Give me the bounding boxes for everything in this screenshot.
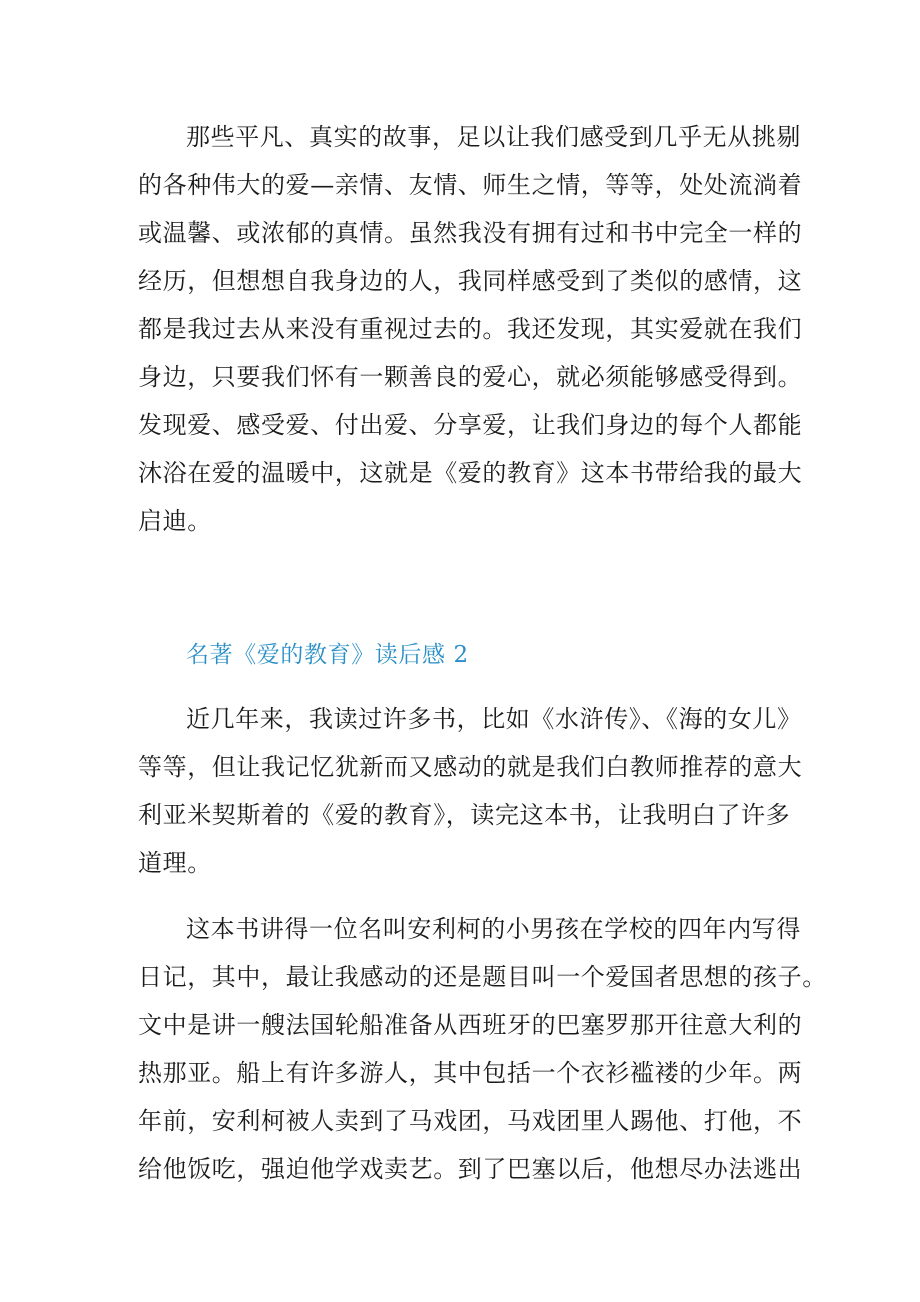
paragraph-line: 等等，但让我记忆犹新而又感动的就是我们白教师推荐的意大: [138, 753, 803, 781]
paragraph-line: 年前，安利柯被人卖到了马戏团，马戏团里人踢他、打他，不: [138, 1107, 803, 1135]
paragraph-line: 利亚米契斯着的《爱的教育》，读完这本书，让我明白了许多: [138, 801, 791, 829]
paragraph-line: 发现爱、感受爱、付出爱、分享爱，让我们身边的每个人都能: [138, 411, 803, 439]
section-title: 名著《爱的教育》读后感 2: [186, 642, 469, 668]
paragraph-line: 或温馨、或浓郁的真情。虽然我没有拥有过和书中完全一样的: [138, 219, 803, 247]
paragraph-line: 身边，只要我们怀有一颗善良的爱心，就必须能够感受得到。: [138, 363, 803, 391]
paragraph-line: 给他饭吃，强迫他学戏卖艺。到了巴塞以后，他想尽办法逃出: [138, 1155, 803, 1183]
paragraph-line: 热那亚。船上有许多游人，其中包括一个衣衫褴褛的少年。两: [138, 1059, 803, 1087]
paragraph-line: 启迪。: [138, 507, 212, 535]
paragraph-line: 都是我过去从来没有重视过去的。我还发现，其实爱就在我们: [138, 315, 803, 343]
paragraph-line: 道理。: [138, 849, 212, 877]
paragraph-line: 那些平凡、真实的故事，足以让我们感受到几乎无从挑剔: [186, 123, 801, 151]
paragraph-line: 经历，但想想自我身边的人，我同样感受到了类似的感情，这: [138, 267, 803, 295]
paragraph-line: 日记，其中，最让我感动的还是题目叫一个爱国者思想的孩子。: [138, 963, 827, 991]
paragraph-line: 这本书讲得一位名叫安利柯的小男孩在学校的四年内写得: [186, 915, 801, 943]
paragraph-line: 近几年来，我读过许多书，比如《水浒传》、《海的女儿》: [186, 705, 802, 733]
paragraph-line: 沐浴在爱的温暖中，这就是《爱的教育》这本书带给我的最大: [138, 459, 803, 487]
paragraph-line: 文中是讲一艘法国轮船准备从西班牙的巴塞罗那开往意大利的: [138, 1011, 803, 1039]
paragraph-line: 的各种伟大的爱—亲情、友情、师生之情，等等，处处流淌着: [138, 171, 803, 199]
